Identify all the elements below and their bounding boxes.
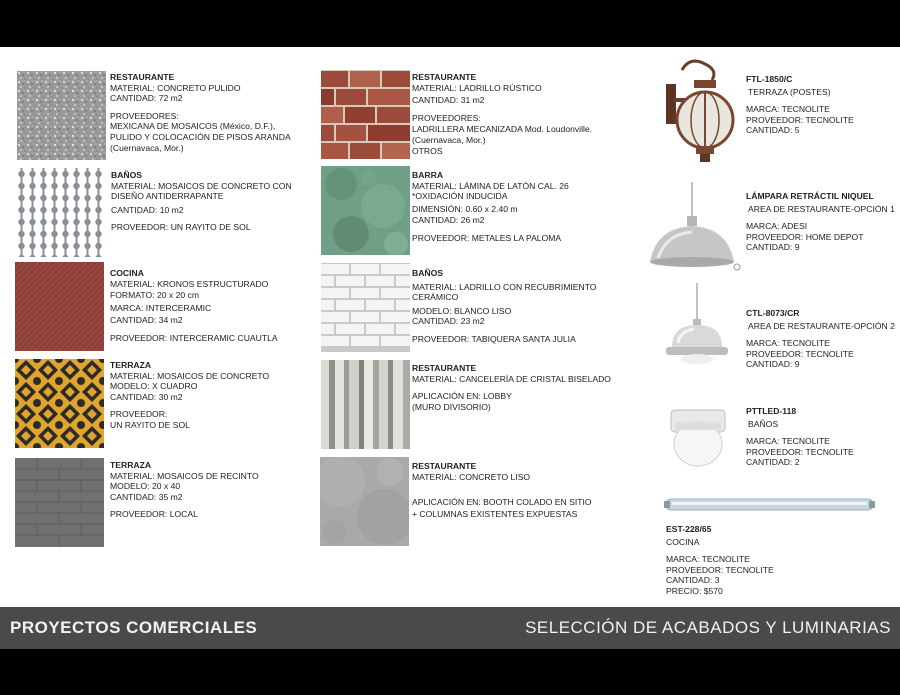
luminaire-line: PROVEEDOR: TECNOLITE bbox=[746, 114, 854, 125]
luminaire-4 bbox=[666, 524, 774, 597]
lantern-wall-lamp bbox=[660, 58, 740, 173]
finish-line: MATERIAL: CONCRETO PULIDO bbox=[110, 82, 241, 93]
finish-line: PROVEEDORES: bbox=[412, 112, 481, 123]
finish-line: APLICACIÓN EN: BOOTH COLADO EN SITIO bbox=[412, 497, 592, 508]
finish-line: + COLUMNAS EXISTENTES EXPUESTAS bbox=[412, 508, 578, 519]
finish-heading: TERRAZA bbox=[110, 460, 152, 470]
luminaire-0 bbox=[746, 74, 854, 136]
finish-line: *OXIDACIÓN INDUCIDA bbox=[412, 191, 508, 202]
finish-line: DIMENSIÓN: 0.60 x 2.40 m bbox=[412, 203, 518, 214]
finish-heading: RESTAURANTE bbox=[412, 363, 477, 373]
luminaire-line: PRECIO: $570 bbox=[666, 585, 723, 596]
swatch-oxidized-brass bbox=[321, 166, 410, 255]
finish-line: MATERIAL: MOSAICOS DE CONCRETO CON bbox=[111, 180, 292, 191]
finish-mid-0 bbox=[412, 72, 592, 156]
swatch-x-cuadro-mosaic bbox=[15, 359, 104, 448]
finish-heading: BARRA bbox=[412, 170, 444, 180]
finish-line: PROVEEDOR: LOCAL bbox=[110, 509, 198, 520]
finish-line: PROVEEDORES: bbox=[110, 110, 179, 121]
finish-left-3 bbox=[110, 360, 269, 431]
luminaire-1 bbox=[746, 191, 895, 253]
luminaire-2 bbox=[746, 308, 895, 370]
finish-line: CANTIDAD: 34 m2 bbox=[110, 315, 183, 326]
finish-line: MATERIAL: LADRILLO RÚSTICO bbox=[412, 82, 542, 93]
swatch-beveled-glass bbox=[321, 360, 410, 449]
finish-line: MODELO: X CUADRO bbox=[110, 381, 198, 392]
finish-line: PROVEEDOR: UN RAYITO DE SOL bbox=[111, 222, 251, 233]
finish-line: MEXICANA DE MOSAICOS (México, D.F.), bbox=[110, 121, 276, 132]
finish-line: CANTIDAD: 35 m2 bbox=[110, 491, 183, 502]
finish-line: MATERIAL: MOSAICOS DE RECINTO bbox=[110, 470, 259, 481]
luminaire-line: AREA DE RESTAURANTE-OPCIÓN 2 bbox=[748, 320, 895, 331]
luminaire-line: MARCA: TECNOLITE bbox=[746, 104, 830, 115]
finish-line: PROVEEDOR: TABIQUERA SANTA JULIA bbox=[412, 333, 576, 344]
finish-left-1 bbox=[111, 170, 292, 233]
luminaire-line: MARCA: TECNOLITE bbox=[746, 338, 830, 349]
finish-heading: RESTAURANTE bbox=[412, 461, 477, 471]
luminaire-model: PTTLED-118 bbox=[746, 406, 797, 416]
finish-line: FORMATO: 20 x 20 cm bbox=[110, 290, 199, 301]
finish-line: MATERIAL: CANCELERÍA DE CRISTAL BISELADO bbox=[412, 373, 611, 384]
finish-heading: TERRAZA bbox=[110, 360, 152, 370]
luminaire-line: AREA DE RESTAURANTE-OPCIÓN 1 bbox=[748, 203, 895, 214]
finish-line: CANTIDAD: 26 m2 bbox=[412, 215, 485, 226]
luminaire-line: CANTIDAD: 9 bbox=[746, 242, 800, 253]
finish-mid-3 bbox=[412, 363, 611, 412]
footer-project-type: PROYECTOS COMERCIALES bbox=[10, 618, 258, 637]
luminaire-line: MARCA: TECNOLITE bbox=[746, 436, 830, 447]
luminaire-line: PROVEEDOR: TECNOLITE bbox=[746, 348, 854, 359]
finish-line: LADRILLERA MECANIZADA Mod. Loudonville. bbox=[412, 124, 593, 135]
luminaire-line: TERRAZA (POSTES) bbox=[748, 86, 831, 97]
finish-line: MODELO: 20 x 40 bbox=[110, 481, 181, 492]
finish-left-2 bbox=[110, 268, 278, 344]
finish-line: PROVEEDOR: INTERCERAMIC CUAUTLA bbox=[110, 332, 278, 343]
swatch-rustic-brick bbox=[321, 70, 410, 159]
finish-line: (Cuernavaca, Mor.) bbox=[412, 134, 486, 145]
finish-line: UN RAYITO DE SOL bbox=[110, 419, 190, 430]
luminaire-line: PROVEEDOR: TECNOLITE bbox=[746, 446, 854, 457]
luminaire-line: CANTIDAD: 9 bbox=[746, 359, 800, 370]
luminaire-line: PROVEEDOR: TECNOLITE bbox=[666, 564, 774, 575]
luminaire-model: LÁMPARA RETRÁCTIL NIQUEL bbox=[746, 191, 874, 201]
finish-line: MARCA: INTERCERAMIC bbox=[110, 302, 212, 313]
finish-line: DISEÑO ANTIDERRAPANTE bbox=[111, 191, 224, 202]
finish-left-4 bbox=[110, 460, 259, 520]
luminaire-model: FTL-1850/C bbox=[746, 74, 793, 84]
swatch-polished-concrete bbox=[17, 71, 106, 160]
finish-line: CERÁMICO bbox=[412, 292, 459, 303]
footer-section-title: SELECCIÓN DE ACABADOS Y LUMINARIAS bbox=[525, 618, 891, 637]
finish-mid-4 bbox=[412, 461, 592, 519]
luminaire-model: EST-228/65 bbox=[666, 524, 712, 534]
finish-line: APLICACIÓN EN: LOBBY bbox=[412, 391, 512, 402]
finish-line: MATERIAL: LÁMINA DE LATÓN CAL. 26 bbox=[412, 180, 569, 191]
luminaire-model: CTL-8073/CR bbox=[746, 308, 800, 318]
finish-line: PROVEEDOR: bbox=[110, 409, 168, 420]
footer-bar bbox=[0, 607, 900, 649]
chrome-dome-pendant bbox=[664, 283, 730, 375]
finish-line: PROVEEDOR: METALES LA PALOMA bbox=[412, 232, 562, 243]
finish-heading: COCINA bbox=[110, 268, 144, 278]
finish-line: OTROS bbox=[412, 145, 443, 156]
swatch-kronos-tile bbox=[15, 262, 104, 351]
finish-mid-2 bbox=[412, 268, 596, 345]
finish-mid-1 bbox=[412, 170, 569, 244]
luminaire-line: MARCA: ADESI bbox=[746, 221, 808, 232]
luminaire-line: PROVEEDOR: HOME DEPOT bbox=[746, 231, 864, 242]
led-ceiling-fixture bbox=[667, 402, 729, 470]
finish-line: MATERIAL: CONCRETO LISO bbox=[412, 471, 531, 482]
swatch-smooth-concrete bbox=[320, 457, 409, 546]
finish-line: MODELO: BLANCO LISO bbox=[412, 305, 512, 316]
finish-line: (Cuernavaca, Mor.) bbox=[110, 142, 184, 153]
finish-line: MATERIAL: MOSAICOS DE CONCRETO bbox=[110, 370, 270, 381]
luminaire-line: CANTIDAD: 2 bbox=[746, 457, 800, 468]
waterproof-tube-fixture bbox=[664, 494, 875, 514]
swatch-white-glazed-brick bbox=[321, 263, 410, 352]
finish-line: CANTIDAD: 30 m2 bbox=[110, 391, 183, 402]
luminaire-line: CANTIDAD: 3 bbox=[666, 575, 720, 586]
finish-line: CANTIDAD: 10 m2 bbox=[111, 204, 184, 215]
retractable-nickel-pendant bbox=[644, 182, 742, 274]
finish-heading: BAÑOS bbox=[111, 170, 143, 180]
luminaire-line: COCINA bbox=[666, 536, 700, 547]
finish-heading: BAÑOS bbox=[412, 268, 444, 278]
finish-line: MATERIAL: LADRILLO CON RECUBRIMIENTO bbox=[412, 281, 597, 292]
luminaire-line: BAÑOS bbox=[748, 418, 779, 429]
finish-heading: RESTAURANTE bbox=[110, 72, 175, 82]
finish-line: PULIDO Y COLOCACIÓN DE PISOS ARANDA bbox=[110, 131, 291, 142]
luminaire-3 bbox=[746, 406, 854, 468]
finish-left-0 bbox=[110, 72, 291, 153]
swatch-recinto-tile bbox=[15, 458, 104, 547]
finish-line: CANTIDAD: 72 m2 bbox=[110, 93, 183, 104]
finish-line: CANTIDAD: 31 m2 bbox=[412, 95, 485, 106]
finish-line: CANTIDAD: 23 m2 bbox=[412, 316, 485, 327]
finish-line: (MURO DIVISORIO) bbox=[412, 401, 491, 412]
finish-heading: RESTAURANTE bbox=[412, 72, 477, 82]
luminaire-line: MARCA: TECNOLITE bbox=[666, 554, 750, 565]
luminaire-line: CANTIDAD: 5 bbox=[746, 125, 800, 136]
finish-line: MATERIAL: KRONOS ESTRUCTURADO bbox=[110, 278, 269, 289]
swatch-antislip-mosaic bbox=[16, 168, 105, 257]
